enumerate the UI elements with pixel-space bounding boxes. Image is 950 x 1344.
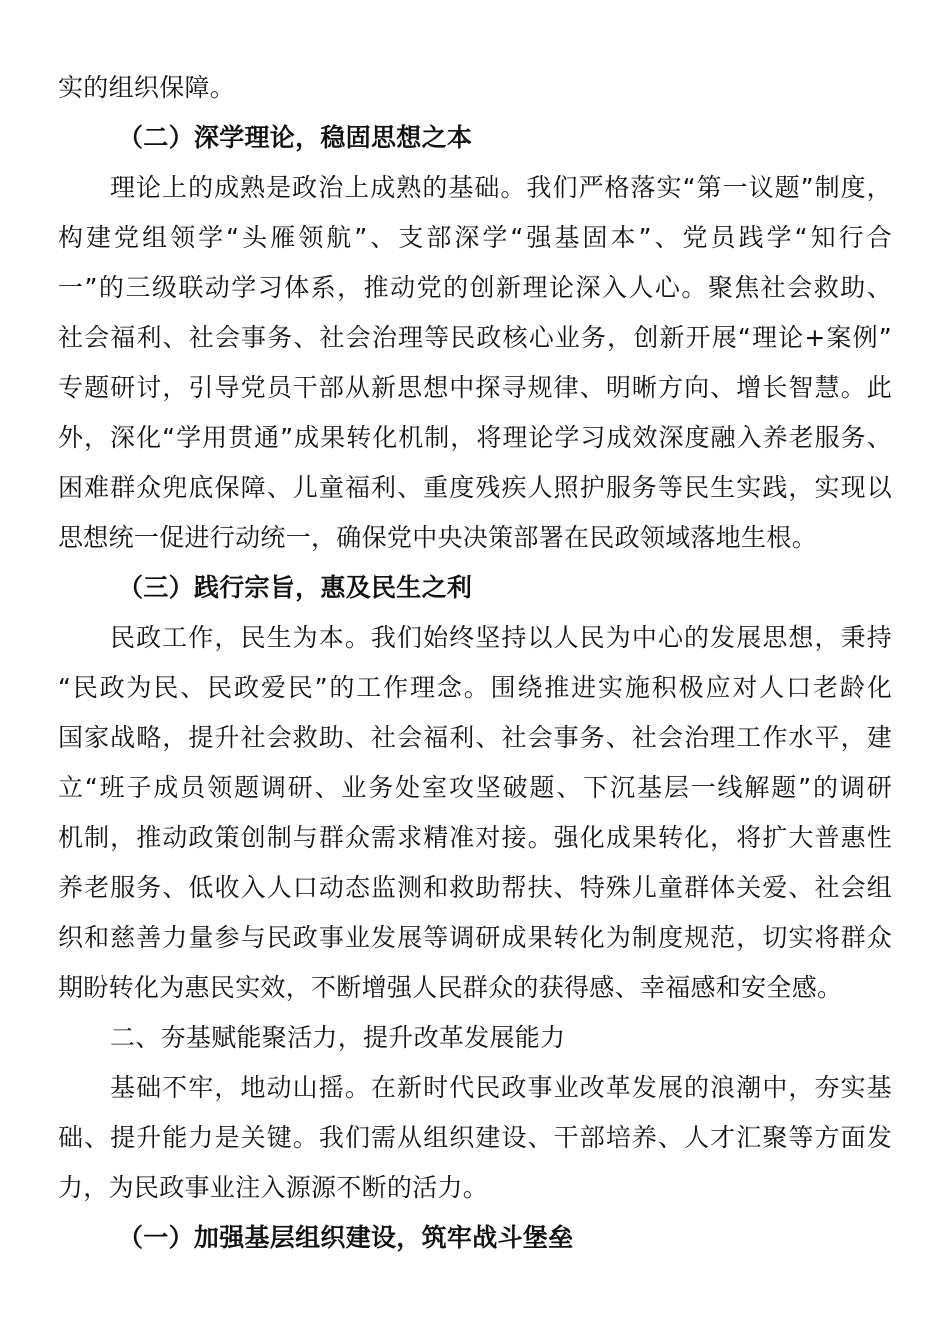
paragraph-line: 思想统一促进行动统一，确保党中央决策部署在民政领域落地生根。 — [58, 523, 818, 552]
section-heading: 二、夯基赋能聚活力，提升改革发展能力 — [110, 1023, 566, 1052]
paragraph-line: 实的组织保障。 — [58, 73, 236, 102]
paragraph-line: 织和慈善力量参与民政事业发展等调研成果转化为制度规范，切实将群众 — [58, 923, 892, 952]
paragraph-line: 国家战略，提升社会救助、社会福利、社会事务、社会治理工作水平，建 — [58, 723, 892, 752]
paragraph-line: 理论上的成熟是政治上成熟的基础。我们严格落实“第一议题”制度， — [110, 173, 892, 202]
paragraph-line: 基础不牢，地动山摇。在新时代民政事业改革发展的浪潮中，夯实基 — [110, 1073, 892, 1102]
paragraph-line: 立“班子成员领题调研、业务处室攻坚破题、下沉基层一线解题”的调研 — [58, 773, 892, 802]
paragraph-line: 民政工作，民生为本。我们始终坚持以人民为中心的发展思想，秉持 — [110, 623, 892, 652]
paragraph-line: 一”的三级联动学习体系，推动党的创新理论深入人心。聚焦社会救助、 — [58, 273, 892, 302]
paragraph-line: 养老服务、低收入人口动态监测和救助帮扶、特殊儿童群体关爱、社会组 — [58, 873, 892, 902]
paragraph-line: 机制，推动政策创制与群众需求精准对接。强化成果转化，将扩大普惠性 — [58, 823, 892, 852]
paragraph-line: 专题研讨，引导党员干部从新思想中探寻规律、明晰方向、增长智慧。此 — [58, 373, 892, 402]
paragraph-line: 期盼转化为惠民实效，不断增强人民群众的获得感、幸福感和安全感。 — [58, 973, 843, 1002]
paragraph-line: 力，为民政事业注入源源不断的活力。 — [58, 1173, 489, 1202]
paragraph-line: 础、提升能力是关键。我们需从组织建设、干部培养、人才汇聚等方面发 — [58, 1123, 892, 1152]
section-heading: （一）加强基层组织建设，筑牢战斗堡垒 — [118, 1223, 574, 1252]
paragraph-line: 构建党组领学“头雁领航”、支部深学“强基固本”、党员践学“知行合 — [58, 223, 892, 252]
section-heading: （二）深学理论，稳固思想之本 — [118, 123, 473, 152]
section-heading: （三）践行宗旨，惠及民生之利 — [118, 573, 473, 602]
paragraph-line: 困难群众兜底保障、儿童福利、重度残疾人照护服务等民生实践，实现以 — [58, 473, 892, 502]
paragraph-line: 社会福利、社会事务、社会治理等民政核心业务，创新开展“理论+案例” — [58, 323, 892, 352]
paragraph-line: 外，深化“学用贯通”成果转化机制，将理论学习成效深度融入养老服务、 — [58, 423, 892, 452]
paragraph-line: “民政为民、民政爱民”的工作理念。围绕推进实施积极应对人口老龄化 — [58, 673, 892, 702]
